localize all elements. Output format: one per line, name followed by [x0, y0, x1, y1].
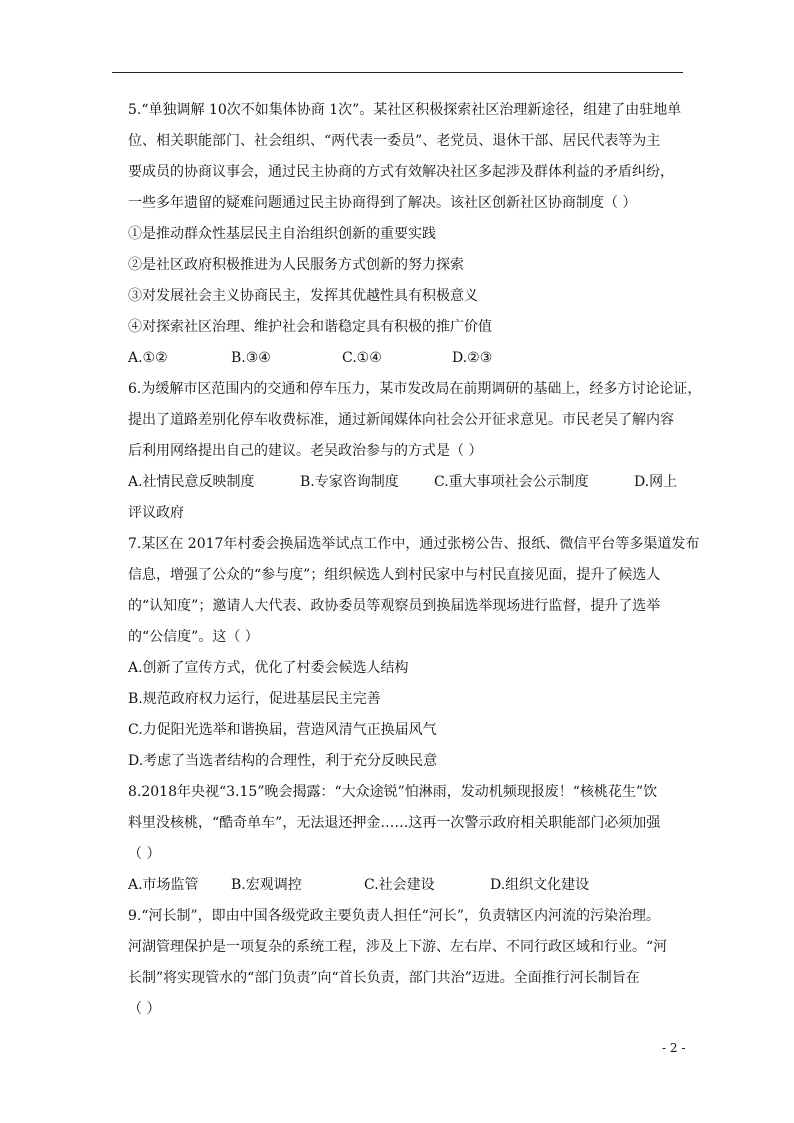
q7-line-2: 信息，增强了公众的“参与度”；组织候选人到村民家中与村民直接见面，提升了候选人	[128, 567, 661, 583]
q7-option-c[interactable]: C.力促阳光选举和谐换届，营造风清气正换届风气	[128, 722, 437, 738]
q6-line-3: 后利用网络提出自己的建议。老吴政治参与的方式是（ ）	[128, 443, 483, 459]
q9-line-3: 长制”将实现管水的“部门负责”向“首长负责，部门共治”迈进。全面推行河长制旨在	[128, 970, 640, 986]
q7-option-d[interactable]: D.考虑了当选者结构的合理性，利于充分反映民意	[128, 753, 438, 769]
q7-line-4: 的“公信度”。这（ ）	[128, 629, 259, 645]
page-number: - 2 -	[662, 1041, 686, 1055]
q5-statement-4: ④对探索社区治理、维护社会和谐稳定具有积极的推广价值	[128, 319, 492, 335]
q5-option-a[interactable]: A.①②	[128, 350, 168, 366]
q8-option-b[interactable]: B.宏观调控	[231, 877, 302, 893]
q5-option-b[interactable]: B.③④	[231, 350, 271, 366]
q8-option-c[interactable]: C.社会建设	[364, 877, 435, 893]
q7-line-3: 的“认知度”；邀请人大代表、政协委员等观察员到换届选举现场进行监督，提升了选举	[128, 598, 661, 614]
q7-line-1: 7.某区在 2017年村委会换届选举试点工作中，通过张榜公告、报纸、微信平台等多渠道发布	[128, 536, 700, 552]
header-rule	[112, 72, 683, 73]
q6-option-c[interactable]: C.重大事项社会公示制度	[434, 474, 589, 490]
q5-line-4: 一些多年遗留的疑难问题通过民主协商得到了解决。该社区创新社区协商制度（ ）	[128, 195, 637, 211]
q8-line-2: 料里没核桃，“酷奇单车”，无法退还押金……这再一次警示政府相关职能部门必须加强	[128, 815, 661, 831]
q7-option-b[interactable]: B.规范政府权力运行，促进基层民主完善	[128, 691, 381, 707]
q8-option-d[interactable]: D.组织文化建设	[490, 877, 590, 893]
q6-line-2: 提出了道路差别化停车收费标准，通过新闻媒体向社会公开征求意见。市民老吴了解内容	[128, 412, 674, 428]
q6-option-d-wrap: 评议政府	[128, 505, 184, 521]
q6-option-d[interactable]: D.网上	[634, 474, 678, 490]
q9-line-1: 9.“河长制”，即由中国各级党政主要负责人担任“河长”，负责辖区内河流的污染治理。	[128, 908, 660, 924]
q5-line-3: 要成员的协商议事会，通过民主协商的方式有效解决社区多起涉及群体利益的矛盾纠纷，	[128, 164, 674, 180]
q5-statement-1: ①是推动群众性基层民主自治组织创新的重要实践	[128, 226, 436, 242]
q6-option-b[interactable]: B.专家咨询制度	[300, 474, 399, 490]
q5-line-1: 5.“单独调解 10次不如集体协商 1次”。某社区积极探索社区治理新途径，组建了由驻地单	[128, 102, 682, 118]
q9-line-4: （ ）	[128, 1001, 161, 1017]
q7-option-a[interactable]: A.创新了宣传方式，优化了村委会候选人结构	[128, 660, 409, 676]
q6-option-a[interactable]: A.社情民意反映制度	[128, 474, 255, 490]
q5-option-c[interactable]: C.①④	[342, 350, 382, 366]
q8-line-3: （ ）	[128, 846, 161, 862]
q9-line-2: 河湖管理保护是一项复杂的系统工程，涉及上下游、左右岸、不同行政区域和行业。“河	[128, 939, 668, 955]
q8-option-a[interactable]: A.市场监管	[128, 877, 199, 893]
q6-line-1: 6.为缓解市区范围内的交通和停车压力，某市发改局在前期调研的基础上，经多方讨论论证，	[128, 381, 702, 397]
q5-option-d[interactable]: D.②③	[452, 350, 493, 366]
q5-statement-2: ②是社区政府积极推进为人民服务方式创新的努力探索	[128, 257, 464, 273]
q5-statement-3: ③对发展社会主义协商民主，发挥其优越性具有积极意义	[128, 288, 478, 304]
q8-line-1: 8.2018年央视“3.15”晚会揭露：“大众途锐”怕淋雨，发动机频现报废！“核桃花生”饮	[128, 784, 658, 800]
q5-line-2: 位、相关职能部门、社会组织、“两代表一委员”、老党员、退休干部、居民代表等为主	[128, 133, 661, 149]
